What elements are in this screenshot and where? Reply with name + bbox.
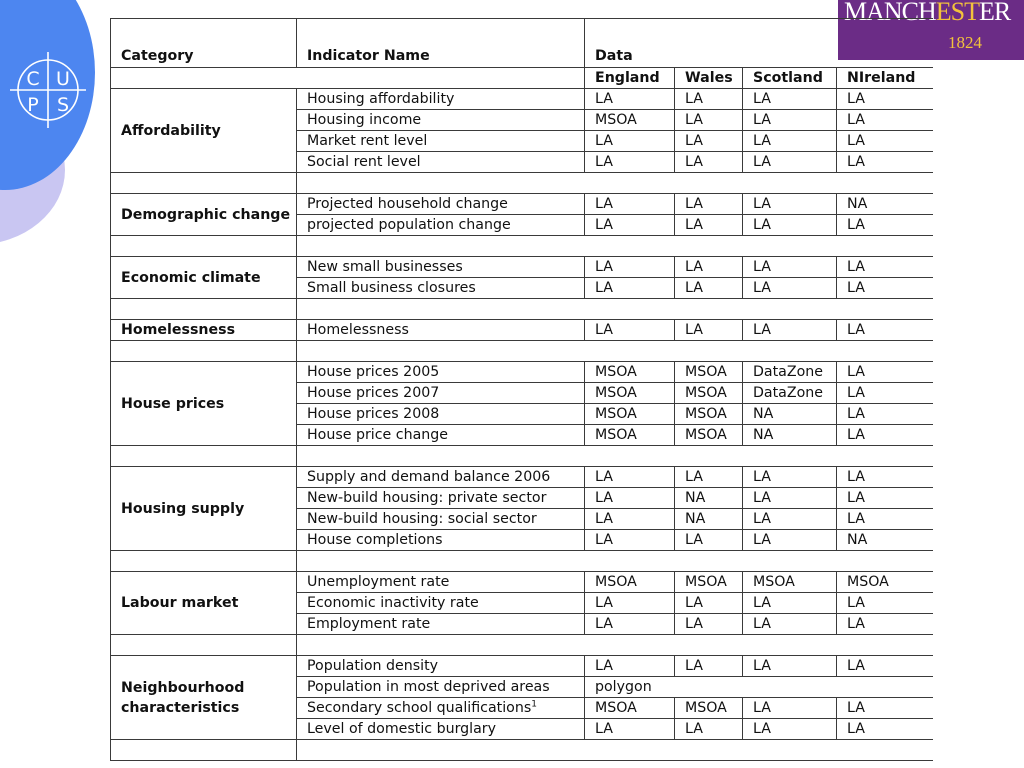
value-cell: LA	[743, 719, 837, 740]
value-cell: LA	[675, 467, 743, 488]
indicator-cell	[297, 257, 585, 278]
value-cell: LA	[675, 131, 743, 152]
table-header-row	[111, 19, 933, 68]
indicator-label: Level of domestic burglary	[307, 721, 497, 737]
value-cell: LA	[675, 278, 743, 299]
spacer-row	[111, 299, 933, 320]
indicator-cell	[297, 572, 585, 593]
value-cell: LA	[837, 110, 933, 131]
indicator-cell	[297, 194, 585, 215]
value-cell: MSOA	[585, 110, 675, 131]
table-row	[111, 194, 933, 215]
indicator-label: Economic inactivity rate	[307, 595, 479, 611]
value-cell: LA	[585, 131, 675, 152]
value-cell: NA	[675, 488, 743, 509]
indicator-label: House prices 2005	[307, 364, 440, 380]
indicator-cell	[297, 110, 585, 131]
value-cell: LA	[743, 257, 837, 278]
category-cell: Housing supply	[111, 467, 297, 551]
value-cell: MSOA	[675, 572, 743, 593]
region-header: England	[585, 68, 675, 89]
value-cell: MSOA	[675, 404, 743, 425]
table-row	[111, 257, 933, 278]
indicator-cell	[297, 131, 585, 152]
indicator-cell	[297, 425, 585, 446]
value-cell: LA	[837, 131, 933, 152]
value-cell: LA	[675, 656, 743, 677]
value-cell: LA	[585, 215, 675, 236]
table-row	[111, 572, 933, 593]
value-cell: LA	[837, 257, 933, 278]
value-cell: LA	[743, 488, 837, 509]
value-cell: LA	[585, 89, 675, 110]
indicator-cell	[297, 488, 585, 509]
value-cell: LA	[585, 530, 675, 551]
region-header: Wales	[675, 68, 743, 89]
indicator-label: Small business closures	[307, 280, 476, 296]
spacer-cell-right	[297, 299, 933, 320]
value-cell: LA	[585, 656, 675, 677]
indicator-label: Housing income	[307, 112, 422, 128]
indicator-cell	[297, 278, 585, 299]
value-cell: LA	[743, 320, 837, 341]
manchester-wordmark: MANCHESTER	[844, 0, 1011, 26]
indicator-label: Market rent level	[307, 133, 428, 149]
value-cell: LA	[743, 89, 837, 110]
region-header: Scotland	[743, 68, 837, 89]
indicator-cell	[297, 383, 585, 404]
indicator-label: New small businesses	[307, 259, 463, 275]
indicator-label: House price change	[307, 427, 449, 443]
indicator-cell	[297, 404, 585, 425]
indicator-label: Housing affordability	[307, 91, 455, 107]
value-cell: LA	[837, 509, 933, 530]
value-cell-span: polygon	[585, 677, 933, 698]
table-row	[111, 656, 933, 677]
value-cell: LA	[585, 152, 675, 173]
table-row	[111, 320, 933, 341]
indicator-cell	[297, 530, 585, 551]
indicator-cell	[297, 593, 585, 614]
spacer-cell-left	[111, 173, 297, 194]
value-cell: LA	[585, 194, 675, 215]
value-cell: LA	[675, 719, 743, 740]
value-cell: MSOA	[675, 698, 743, 719]
indicator-cell	[297, 698, 585, 719]
spacer-row	[111, 173, 933, 194]
value-cell: LA	[743, 467, 837, 488]
value-cell: LA	[585, 488, 675, 509]
value-cell: LA	[675, 89, 743, 110]
value-cell: LA	[743, 593, 837, 614]
category-cell: Demographic change	[111, 194, 297, 236]
indicator-cell	[297, 467, 585, 488]
value-cell: LA	[585, 467, 675, 488]
cups-letter-c: C	[26, 68, 40, 90]
spacer-cell-left	[111, 341, 297, 362]
spacer-cell-left	[111, 299, 297, 320]
spacer-cell-right	[297, 551, 933, 572]
value-cell: MSOA	[585, 698, 675, 719]
manchester-year: 1824	[948, 33, 982, 52]
indicator-label: Supply and demand balance 2006	[307, 469, 551, 485]
value-cell: LA	[743, 152, 837, 173]
value-cell: LA	[743, 131, 837, 152]
cups-letter-p: P	[27, 94, 39, 116]
spacer-cell-right	[297, 446, 933, 467]
indicator-label: projected population change	[307, 217, 511, 233]
category-cell: Homelessness	[111, 320, 297, 341]
value-cell: MSOA	[585, 572, 675, 593]
indicator-cell	[297, 656, 585, 677]
value-cell: LA	[585, 719, 675, 740]
indicator-label: Unemployment rate	[307, 574, 450, 590]
value-cell: LA	[585, 320, 675, 341]
value-cell: LA	[837, 215, 933, 236]
value-cell: LA	[743, 194, 837, 215]
category-cell: Neighbourhood characteristics	[111, 656, 297, 740]
region-header-blank	[111, 68, 585, 89]
indicator-label: Homelessness	[307, 322, 409, 338]
value-cell: MSOA	[585, 425, 675, 446]
category-cell: Labour market	[111, 572, 297, 635]
value-cell: LA	[837, 278, 933, 299]
spacer-row	[111, 446, 933, 467]
value-cell: LA	[585, 278, 675, 299]
value-cell: MSOA	[675, 383, 743, 404]
spacer-row	[111, 236, 933, 257]
indicator-cell	[297, 89, 585, 110]
indicator-label: Secondary school qualifications	[307, 700, 532, 716]
value-cell: LA	[837, 698, 933, 719]
spacer-cell-right	[297, 740, 933, 761]
table-region-header-row	[111, 68, 933, 89]
value-cell: LA	[743, 698, 837, 719]
indicator-label: House completions	[307, 532, 443, 548]
indicator-label: Population density	[307, 658, 439, 674]
cups-letter-s: S	[56, 94, 70, 116]
value-cell: LA	[837, 488, 933, 509]
indicator-label: Social rent level	[307, 154, 421, 170]
value-cell: MSOA	[585, 383, 675, 404]
spacer-row	[111, 341, 933, 362]
region-header: NIreland	[837, 68, 933, 89]
value-cell: LA	[675, 530, 743, 551]
value-cell: LA	[837, 362, 933, 383]
spacer-row	[111, 635, 933, 656]
header-data: Data	[585, 19, 933, 68]
spacer-cell-right	[297, 173, 933, 194]
value-cell: NA	[743, 404, 837, 425]
value-cell: LA	[675, 152, 743, 173]
value-cell: LA	[837, 152, 933, 173]
indicator-cell	[297, 677, 585, 698]
spacer-cell-left	[111, 740, 297, 761]
spacer-cell-left	[111, 551, 297, 572]
spacer-cell-left	[111, 236, 297, 257]
value-cell: MSOA	[743, 572, 837, 593]
indicator-label: New-build housing: social sector	[307, 511, 537, 527]
indicator-label: Population in most deprived areas	[307, 679, 550, 695]
spacer-row	[111, 740, 933, 761]
footnote-marker: 1	[531, 699, 537, 710]
indicator-cell	[297, 509, 585, 530]
spacer-cell-right	[297, 635, 933, 656]
value-cell: LA	[585, 257, 675, 278]
value-cell: NA	[837, 194, 933, 215]
value-cell: DataZone	[743, 383, 837, 404]
value-cell: MSOA	[837, 572, 933, 593]
value-cell: LA	[675, 215, 743, 236]
value-cell: LA	[837, 383, 933, 404]
value-cell: LA	[743, 215, 837, 236]
value-cell: LA	[837, 593, 933, 614]
indicator-label: House prices 2008	[307, 406, 440, 422]
value-cell: LA	[675, 194, 743, 215]
value-cell: NA	[675, 509, 743, 530]
value-cell: MSOA	[585, 362, 675, 383]
value-cell: LA	[837, 320, 933, 341]
cups-letter-u: U	[56, 68, 70, 90]
indicator-label: New-build housing: private sector	[307, 490, 547, 506]
indicator-data-table	[110, 18, 933, 761]
value-cell: LA	[837, 89, 933, 110]
value-cell: LA	[585, 593, 675, 614]
value-cell: NA	[837, 530, 933, 551]
value-cell: LA	[585, 614, 675, 635]
value-cell: LA	[837, 719, 933, 740]
value-cell: LA	[837, 404, 933, 425]
value-cell: LA	[743, 509, 837, 530]
value-cell: NA	[743, 425, 837, 446]
spacer-cell-right	[297, 341, 933, 362]
value-cell: LA	[837, 656, 933, 677]
indicator-label: House prices 2007	[307, 385, 440, 401]
value-cell: LA	[585, 509, 675, 530]
header-indicator: Indicator Name	[297, 19, 585, 68]
indicator-cell	[297, 614, 585, 635]
value-cell: LA	[675, 593, 743, 614]
category-cell: Affordability	[111, 89, 297, 173]
value-cell: LA	[675, 110, 743, 131]
category-cell: Economic climate	[111, 257, 297, 299]
value-cell: LA	[675, 257, 743, 278]
indicator-cell	[297, 152, 585, 173]
value-cell: LA	[743, 614, 837, 635]
value-cell: LA	[675, 614, 743, 635]
indicator-cell	[297, 215, 585, 236]
value-cell: MSOA	[675, 425, 743, 446]
value-cell: LA	[837, 425, 933, 446]
value-cell: LA	[837, 467, 933, 488]
indicator-label: Projected household change	[307, 196, 508, 212]
spacer-row	[111, 551, 933, 572]
table-row	[111, 89, 933, 110]
table-row	[111, 362, 933, 383]
value-cell: LA	[837, 614, 933, 635]
indicator-cell	[297, 719, 585, 740]
value-cell: LA	[675, 320, 743, 341]
spacer-cell-right	[297, 236, 933, 257]
header-category: Category	[111, 19, 297, 68]
indicator-label: Employment rate	[307, 616, 431, 632]
category-cell: House prices	[111, 362, 297, 446]
cups-logo	[8, 50, 88, 130]
indicator-cell	[297, 320, 585, 341]
value-cell: LA	[743, 110, 837, 131]
value-cell: MSOA	[675, 362, 743, 383]
value-cell: DataZone	[743, 362, 837, 383]
indicator-cell	[297, 362, 585, 383]
value-cell: LA	[743, 656, 837, 677]
spacer-cell-left	[111, 446, 297, 467]
value-cell: MSOA	[585, 404, 675, 425]
table-row	[111, 467, 933, 488]
spacer-cell-left	[111, 635, 297, 656]
value-cell: LA	[743, 278, 837, 299]
value-cell: LA	[743, 530, 837, 551]
